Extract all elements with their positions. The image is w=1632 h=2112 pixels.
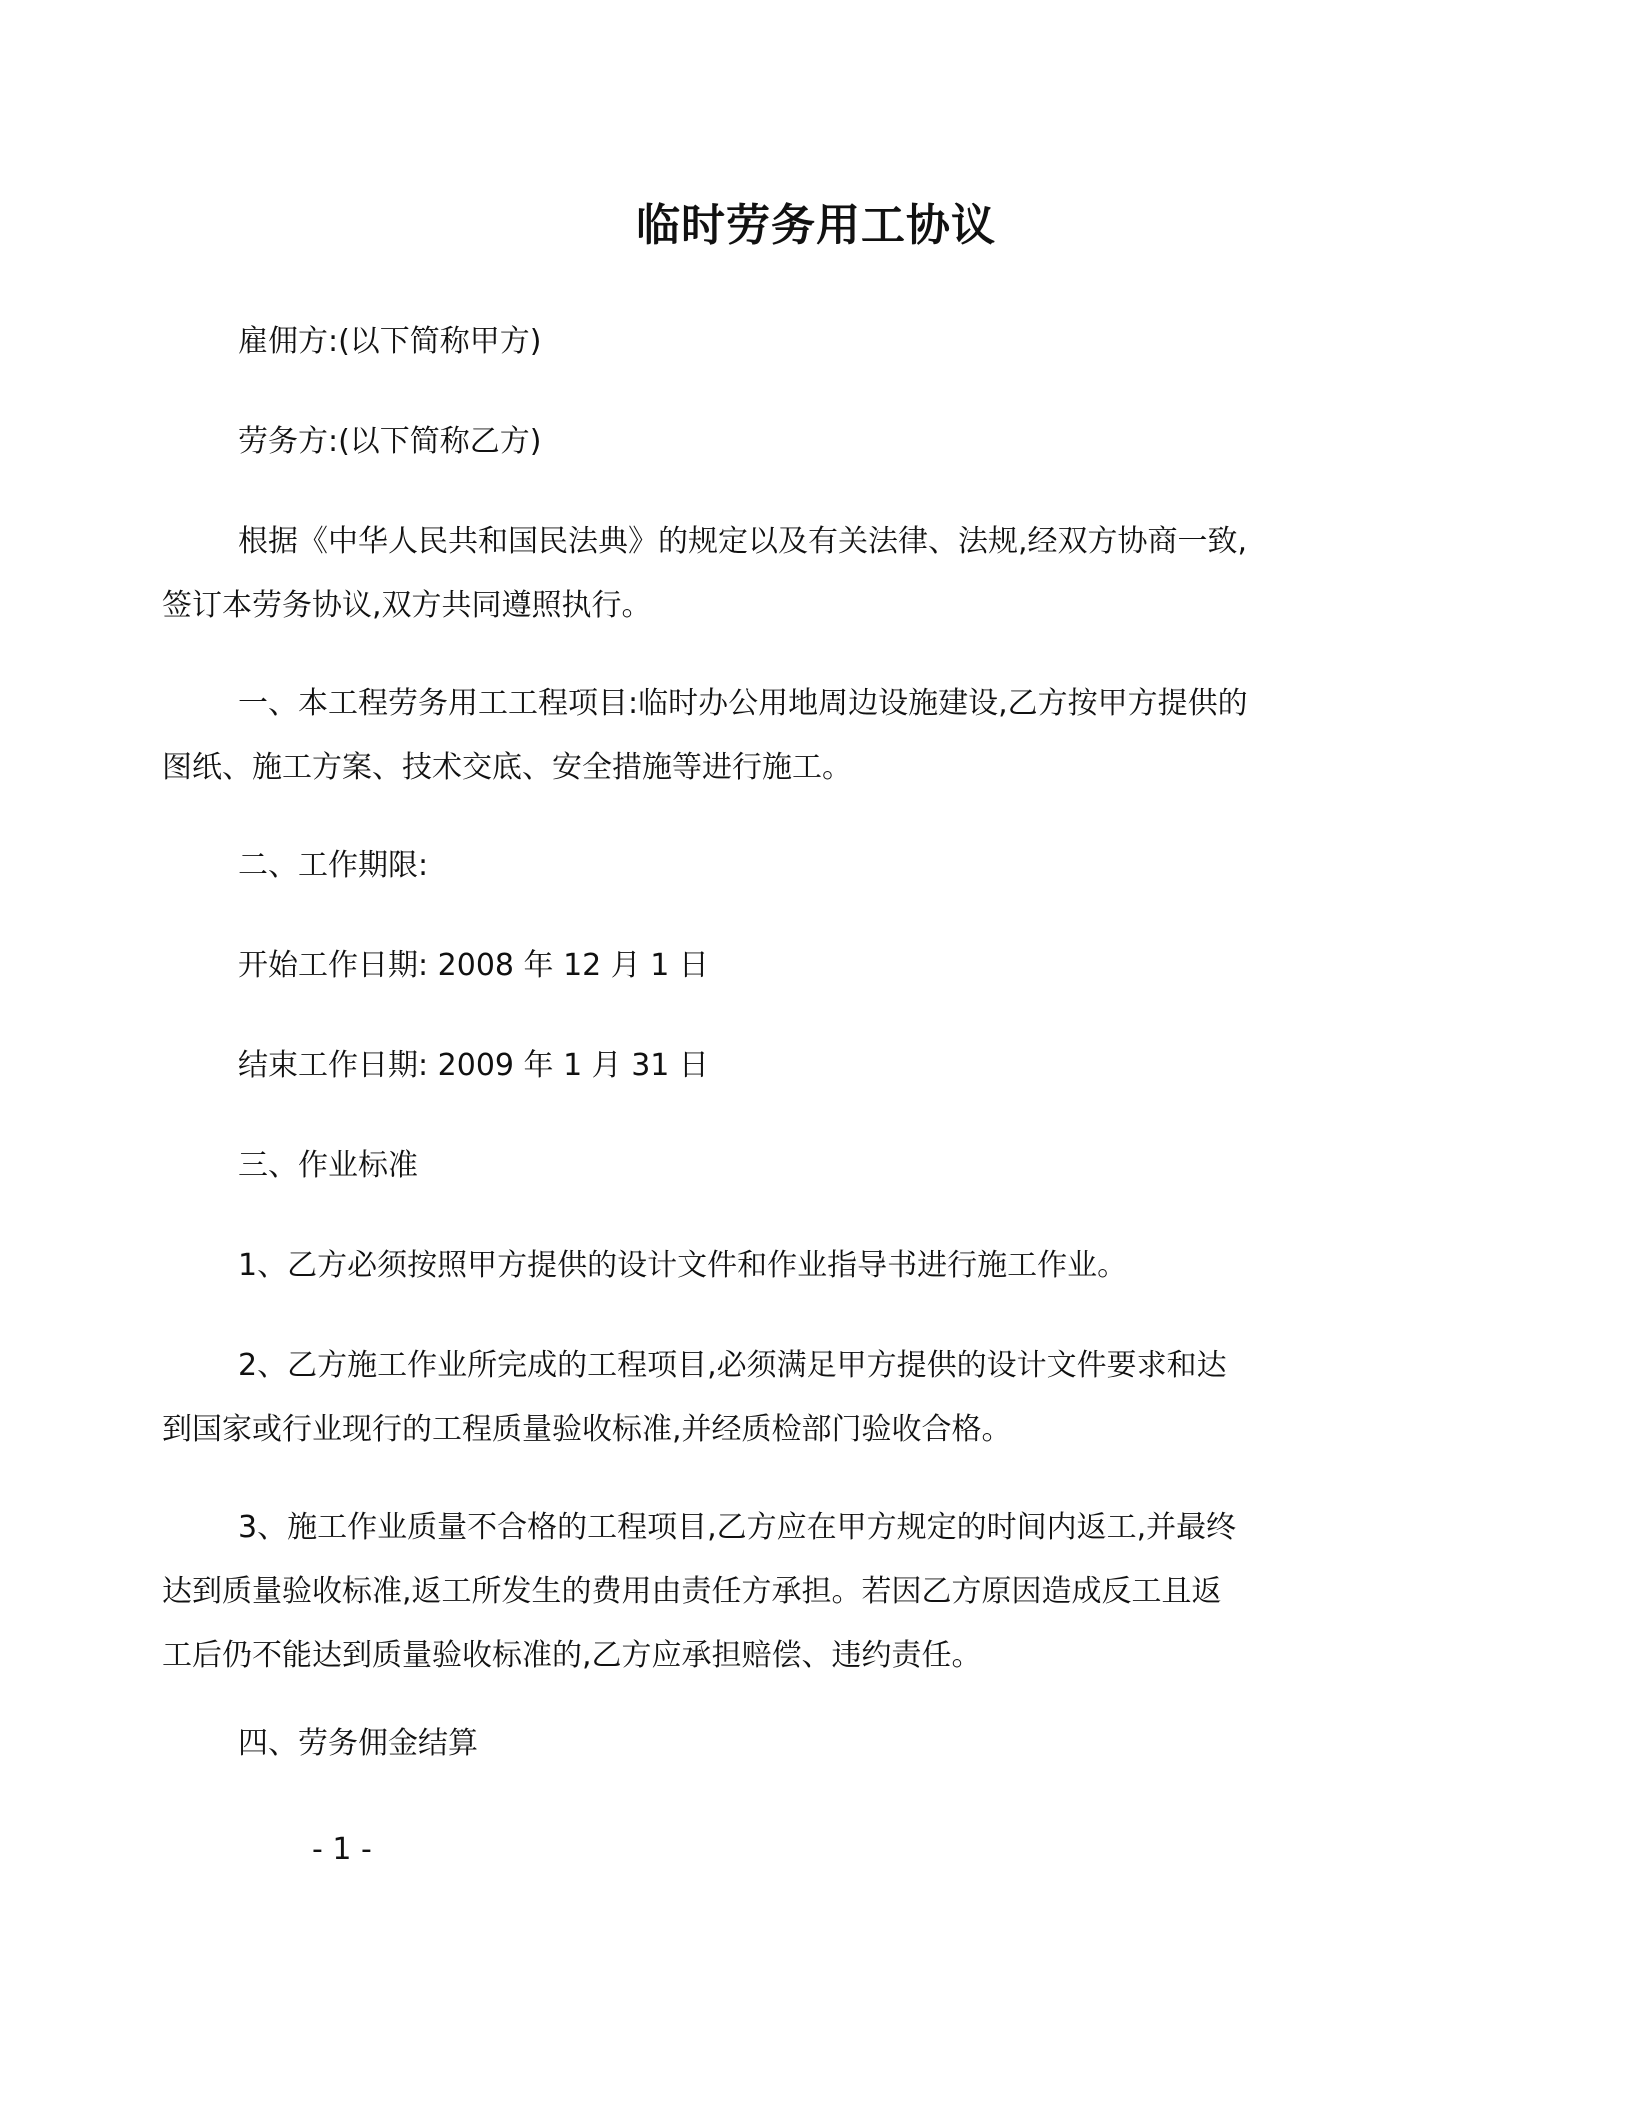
section-3-heading-text: 三、作业标准: [238, 1148, 418, 1183]
item-1-paragraph: [238, 1234, 1398, 1298]
item-3-paragraph: [162, 1496, 1398, 1688]
item-3-line-1: 3、施工作业质量不合格的工程项目,乙方应在甲方规定的时间内返工,并最终: [238, 1510, 1237, 1545]
item-2-line-2: 到国家或行业现行的工程质量验收标准,并经质检部门验收合格。: [162, 1412, 1012, 1447]
section-2-heading: [238, 834, 1398, 898]
section-1-paragraph: [162, 672, 1398, 800]
employer-text: 雇佣方:(以下简称甲方): [238, 324, 542, 359]
end-date-text: 结束工作日期: 2009 年 1 月 31 日: [238, 1048, 709, 1083]
laborer-line: [238, 410, 1398, 474]
page-number: - 1 -: [312, 1832, 372, 1867]
section-4-heading-text: 四、劳务佣金结算: [238, 1726, 478, 1761]
item-2-line-1: 2、乙方施工作业所完成的工程项目,必须满足甲方提供的设计文件要求和达: [238, 1348, 1227, 1383]
laborer-text: 劳务方:(以下简称乙方): [238, 424, 542, 459]
item-3-line-3: 工后仍不能达到质量验收标准的,乙方应承担赔偿、违约责任。: [162, 1638, 982, 1673]
section-3-heading: [238, 1134, 1398, 1198]
preamble-line-2: 签订本劳务协议,双方共同遵照执行。: [162, 588, 652, 623]
item-3-line-2: 达到质量验收标准,返工所发生的费用由责任方承担。若因乙方原因造成反工且返: [162, 1574, 1222, 1609]
section-2-heading-text: 二、工作期限:: [238, 848, 429, 883]
item-1-text: 1、乙方必须按照甲方提供的设计文件和作业指导书进行施工作业。: [238, 1248, 1128, 1283]
preamble-line-1: 根据《中华人民共和国民法典》的规定以及有关法律、法规,经双方协商一致,: [238, 524, 1248, 559]
document-title: 临时劳务用工协议: [636, 200, 996, 251]
section-1-line-1: 一、本工程劳务用工工程项目:临时办公用地周边设施建设,乙方按甲方提供的: [238, 686, 1248, 721]
employer-line: [238, 310, 1398, 374]
preamble-paragraph: [162, 510, 1398, 638]
item-2-paragraph: [162, 1334, 1398, 1462]
end-date-line: [238, 1034, 1398, 1098]
section-4-heading: [238, 1712, 1398, 1776]
section-1-line-2: 图纸、施工方案、技术交底、安全措施等进行施工。: [162, 750, 852, 785]
start-date-line: [238, 934, 1398, 998]
start-date-text: 开始工作日期: 2008 年 12 月 1 日: [238, 948, 709, 983]
